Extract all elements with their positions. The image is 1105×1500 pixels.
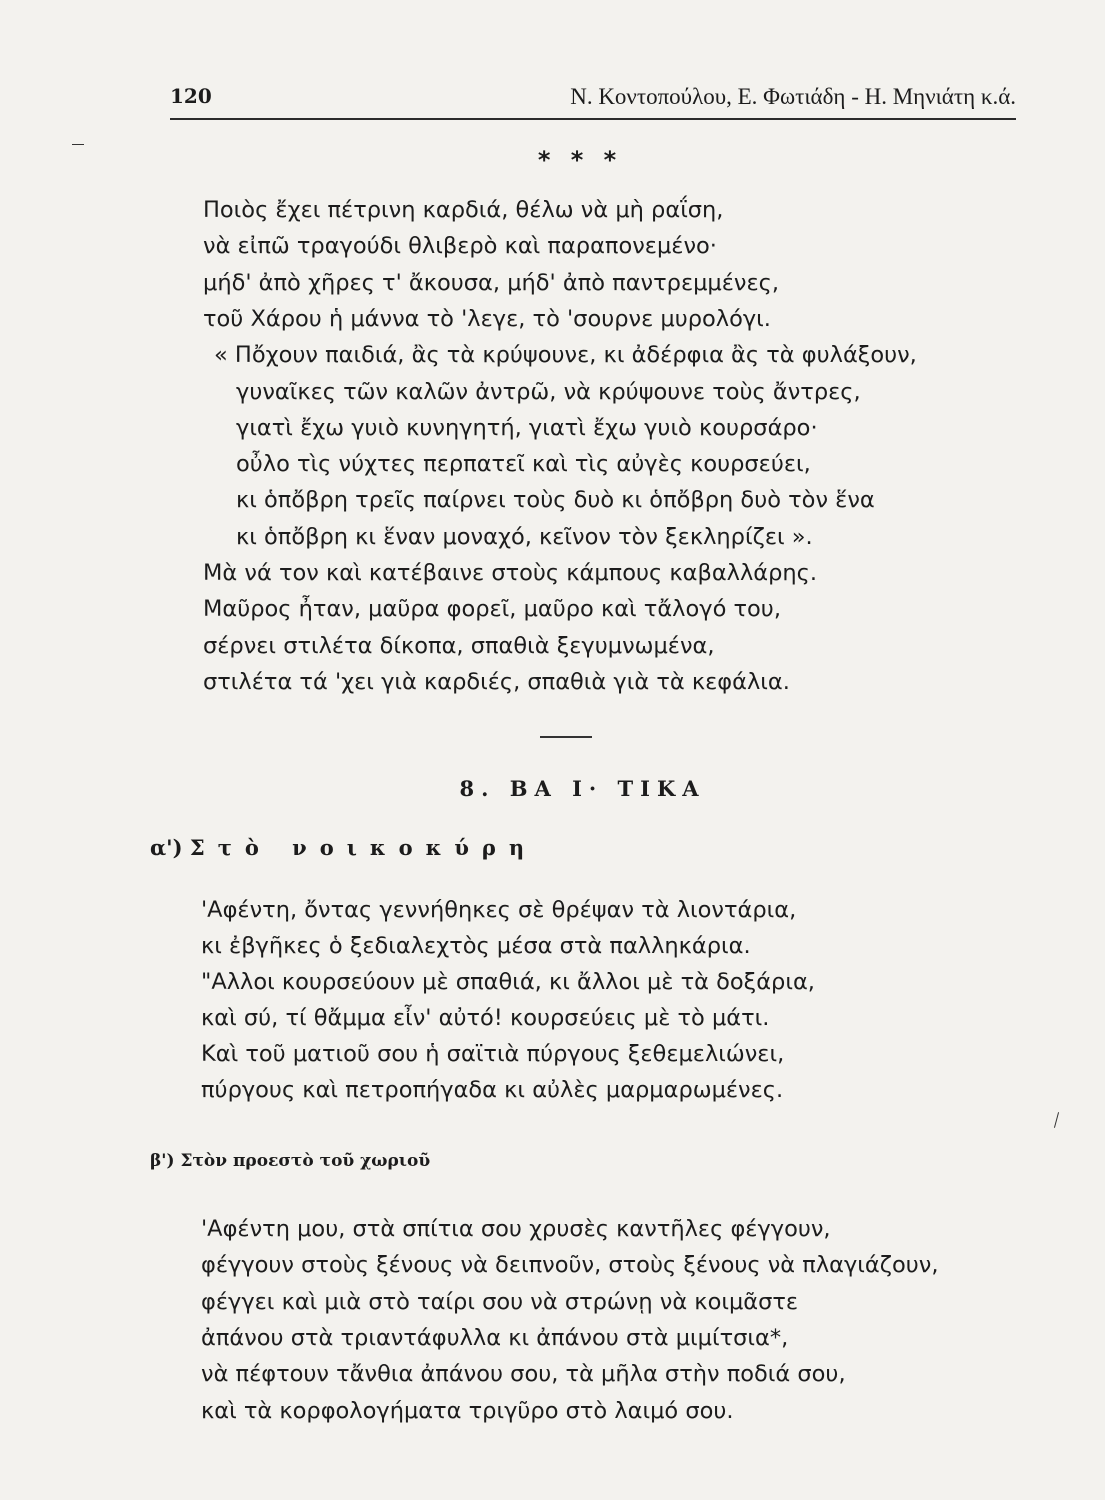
asterism-separator: * * *	[537, 146, 623, 174]
verse-line: φέγγει καὶ μιὰ στὸ ταίρι σου νὰ στρώνῃ νὰ κοιμᾶστε	[201, 1288, 799, 1315]
header-rule	[170, 118, 1016, 120]
verse-line: Ποιὸς ἔχει πέτρινη καρδιά, θέλω νὰ μὴ ραΐση,	[203, 197, 724, 223]
subheading-a-label: α')	[150, 835, 183, 860]
verse-line: κι ἐβγῆκες ὁ ξεδιαλεχτὸς μέσα στὰ παλληκάρια.	[201, 933, 751, 959]
verse-line: "Αλλοι κουρσεύουν μὲ σπαθιά, κι ἄλλοι μὲ τὰ δοξάρια,	[201, 969, 815, 995]
verse-line: 'Αφέντη, ὄντας γεννήθηκες σὲ θρέψαν τὰ λιοντάρια,	[201, 897, 797, 923]
verse-line: γιατὶ ἔχω γυιὸ κυνηγητή, γιατὶ ἔχω γυιὸ κουρσάρο·	[236, 414, 818, 441]
verse-line: καὶ τὰ κορφολογήματα τριγῦρο στὸ λαιμό σου.	[201, 1397, 734, 1424]
page-header	[170, 84, 1016, 118]
subheading-b-label: β')	[150, 1151, 175, 1171]
margin-mark-left	[72, 144, 84, 145]
verse-line: Μὰ νά τον καὶ κατέβαινε στοὺς κάμπους καβαλλάρης.	[203, 560, 818, 586]
verse-line: 'Αφέντη μου, στὰ σπίτια σου χρυσὲς καντῆλες φέγγουν,	[201, 1216, 831, 1242]
verse-line: κι ὁπὄβρη τρεῖς παίρνει τοὺς δυὸ κι ὁπὄβρη δυὸ τὸν ἕνα	[236, 487, 875, 514]
running-head: Ν. Κοντοπούλου, Ε. Φωτιάδη - Η. Μηνιάτη κ.ά.	[570, 84, 1016, 109]
subheading-b-title: Στὸν προεστὸ τοῦ χωριοῦ	[180, 1151, 431, 1171]
page-number: 120	[170, 84, 212, 108]
verse-line: νὰ εἰπῶ τραγούδι θλιβερὸ καὶ παραπονεμένο·	[203, 233, 717, 260]
section-title: 8. ΒΑ Ι· ΤΙΚΑ	[459, 776, 706, 801]
verse-line: στιλέτα τά 'χει γιὰ καρδιές, σπαθιὰ γιὰ τὰ κεφάλια.	[203, 668, 790, 695]
verse-line: σέρνει στιλέτα δίκοπα, σπαθιὰ ξεγυμνωμένα,	[203, 632, 715, 659]
subheading-a-title: Στὸ νοικοκύρη	[189, 835, 538, 860]
subheading-b	[150, 1151, 430, 1171]
verse-line: ἀπάνου στὰ τριαντάφυλλα κι ἀπάνου στὰ μιμίτσια*,	[201, 1324, 789, 1351]
verse-line: νὰ πέφτουν τἄνθια ἀπάνου σου, τὰ μῆλα στὴν ποδιά σου,	[201, 1361, 846, 1388]
verse-line: γυναῖκες τῶν καλῶν ἀντρῶ, νὰ κρύψουνε τοὺς ἄντρες,	[236, 378, 861, 405]
verse-line: « Πὄχουν παιδιά, ἂς τὰ κρύψουνε, κι ἀδέρφια ἂς τὰ φυλάξουν,	[214, 342, 917, 369]
verse-line: Μαῦρος ἦταν, μαῦρα φορεῖ, μαῦρο καὶ τἄλογό του,	[203, 596, 781, 623]
verse-line: οὖλο τὶς νύχτες περπατεῖ καὶ τὶς αὐγὲς κουρσεύει,	[236, 451, 811, 478]
verse-line: κι ὁπὄβρη κι ἕναν μοναχό, κεῖνον τὸν ξεκληρίζει ».	[236, 523, 813, 550]
verse-line: Καὶ τοῦ ματιοῦ σου ἡ σαϊτιὰ πύργους ξεθεμελιώνει,	[201, 1041, 785, 1067]
verse-line: τοῦ Χάρου ἡ μάννα τὸ 'λεγε, τὸ 'σουρνε μυρολόγι.	[203, 305, 771, 332]
verse-line: καὶ σύ, τί θἄμμα εἶν' αὐτό! κουρσεύεις μὲ τὸ μάτι.	[201, 1005, 770, 1031]
section-divider	[540, 736, 592, 738]
subheading-a	[150, 835, 537, 860]
verse-line: πύργους καὶ πετροπήγαδα κι αὐλὲς μαρμαρωμένες.	[201, 1077, 784, 1103]
verse-line: μήδ' ἀπὸ χῆρες τ' ἄκουσα, μήδ' ἀπὸ παντρεμμένες,	[203, 269, 779, 296]
margin-mark-right	[1054, 1112, 1059, 1128]
verse-line: φέγγουν στοὺς ξένους νὰ δειπνοῦν, στοὺς ξένους νὰ πλαγιάζουν,	[201, 1252, 939, 1279]
